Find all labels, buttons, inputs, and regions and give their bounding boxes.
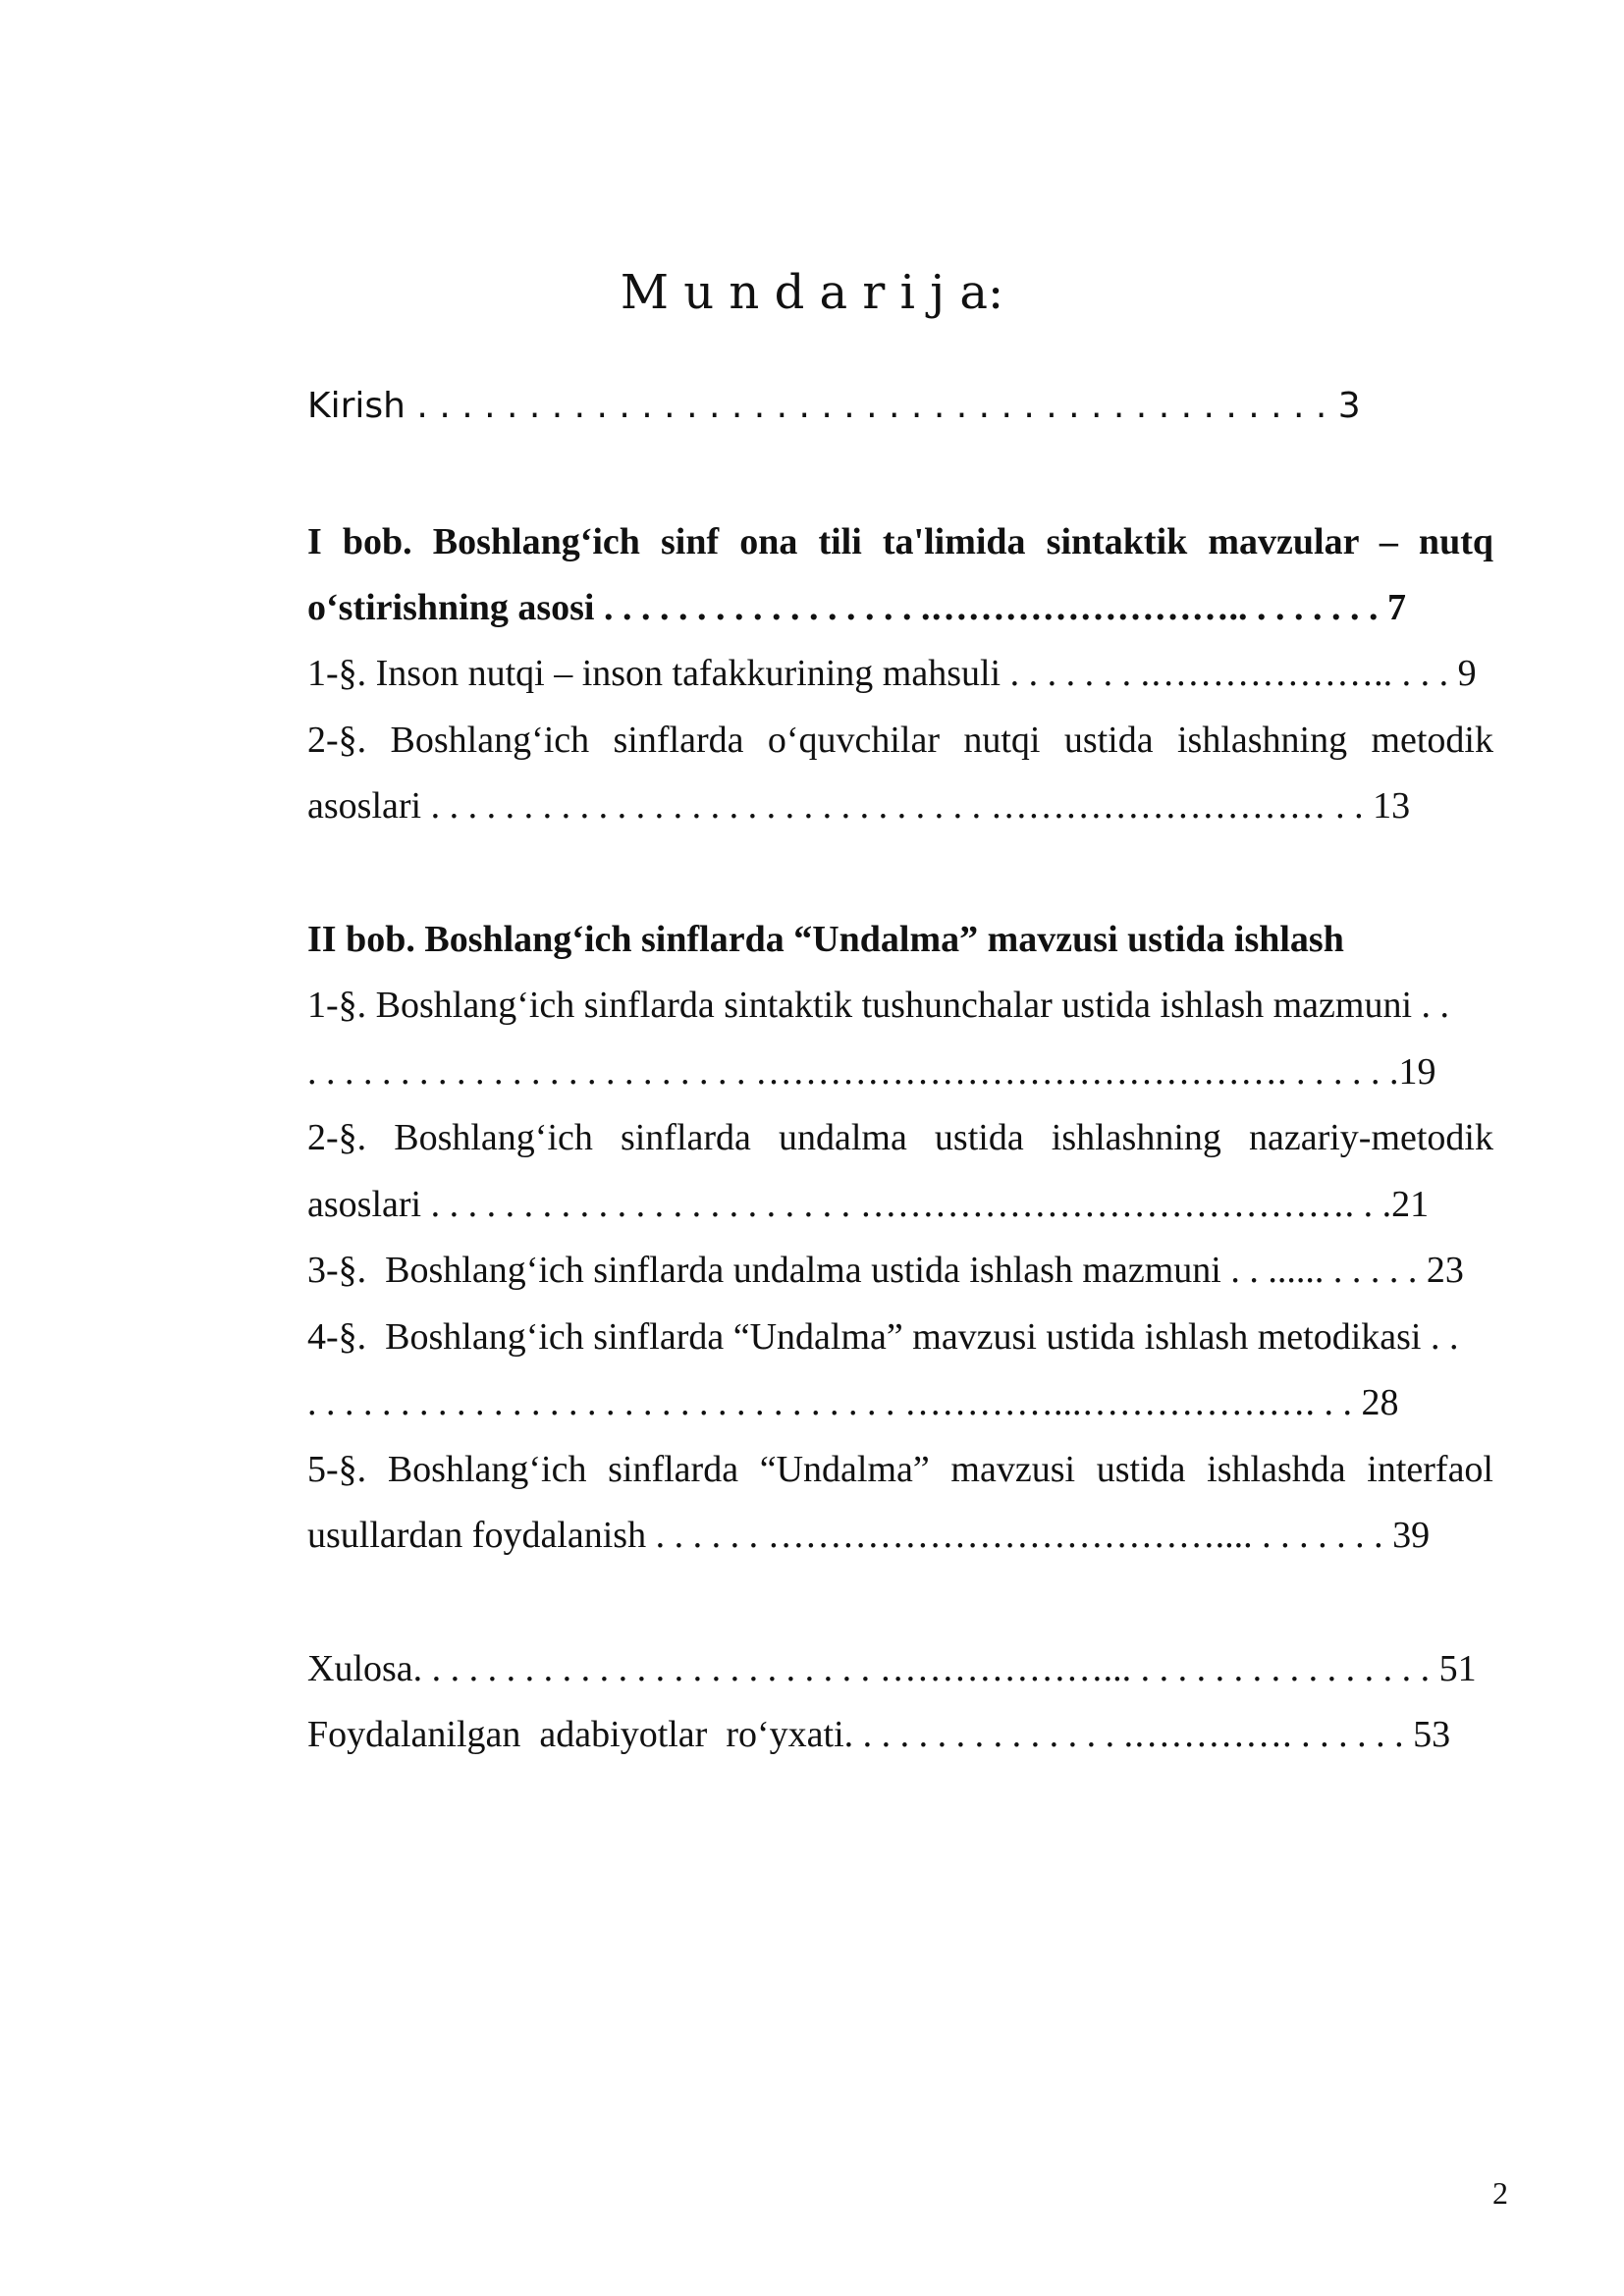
toc-ch2-section4[interactable]: 4-§. Boshlang‘ich sinflarda “Undalma” mavzusi ustida ishlash metodikasi . . xyxy=(307,1316,1459,1358)
toc-ch2-section1-cont[interactable]: . . . . . . . . . . . . . . . . . . . . . . . . ……………………………………. . . . . . .19 xyxy=(307,1051,1436,1093)
toc-entry-bibliography[interactable]: Foydalanilgan adabiyotlar ro‘yxati. . . . . . . . . . . . . . . .…………. . . . . . . 53 xyxy=(307,1714,1451,1755)
toc-ch2-section1[interactable]: 1-§. Boshlang‘ich sinflarda sintaktik tushunchalar ustida ishlash mazmuni . . xyxy=(307,985,1450,1026)
page-title: M u n d a r i j a: xyxy=(620,265,1004,320)
toc-ch2-section5[interactable]: 5-§. Boshlang‘ich sinflarda “Undalma” mavzusi ustida ishlashda interfaol xyxy=(307,1449,1493,1490)
toc-chapter1-heading-cont[interactable]: o‘stirishning asosi . . . . . . . . . . . . . . . . . .…………………….. . . . . . . . 7 xyxy=(307,587,1406,628)
toc-ch1-section2[interactable]: 2-§. Boshlang‘ich sinflarda o‘quvchilar nutqi ustida ishlashning metodik xyxy=(307,720,1493,761)
toc-ch2-section2[interactable]: 2-§. Boshlang‘ich sinflarda undalma ustida ishlashning nazariy-metodik xyxy=(307,1117,1493,1158)
toc-entry-intro[interactable]: Kirish . . . . . . . . . . . . . . . . . . . . . . . . . . . . . . . . . . . . . . . . . 3 xyxy=(307,386,1361,426)
toc-entry-conclusion[interactable]: Xulosa. . . . . . . . . . . . . . . . . . . . . . . . . ………………... . . . . . . . . . . . . . . . . 51 xyxy=(307,1648,1477,1689)
toc-ch2-section2-cont[interactable]: asoslari . . . . . . . . . . . . . . . . . . . . . . . …………………………………. . .21 xyxy=(307,1184,1430,1225)
toc-ch2-section4-cont[interactable]: . . . . . . . . . . . . . . . . . . . . . . . . . . . . . . . . …………...………………. . . 28 xyxy=(307,1382,1399,1423)
toc-ch2-section3[interactable]: 3-§. Boshlang‘ich sinflarda undalma ustida ishlash mazmuni . . ...... . . . . . 23 xyxy=(307,1250,1464,1291)
toc-ch1-section2-cont[interactable]: asoslari . . . . . . . . . . . . . . . . . . . . . . . . . . . . . . ……………………… . . 13 xyxy=(307,785,1411,827)
toc-chapter2-heading[interactable]: II bob. Boshlang‘ich sinflarda “Undalma” mavzusi ustida ishlash xyxy=(307,919,1344,960)
toc-ch2-section5-cont[interactable]: usullardan foydalanish . . . . . . ……………………………….... . . . . . . . 39 xyxy=(307,1515,1431,1556)
toc-ch1-section1[interactable]: 1-§. Inson nutqi – inson tafakkurining mahsuli . . . . . . . .……………….. . . . 9 xyxy=(307,653,1477,694)
page-number: 2 xyxy=(1492,2175,1508,2211)
toc-chapter1-heading[interactable]: I bob. Boshlang‘ich sinf ona tili ta'limida sintaktik mavzular – nutq xyxy=(307,521,1493,562)
